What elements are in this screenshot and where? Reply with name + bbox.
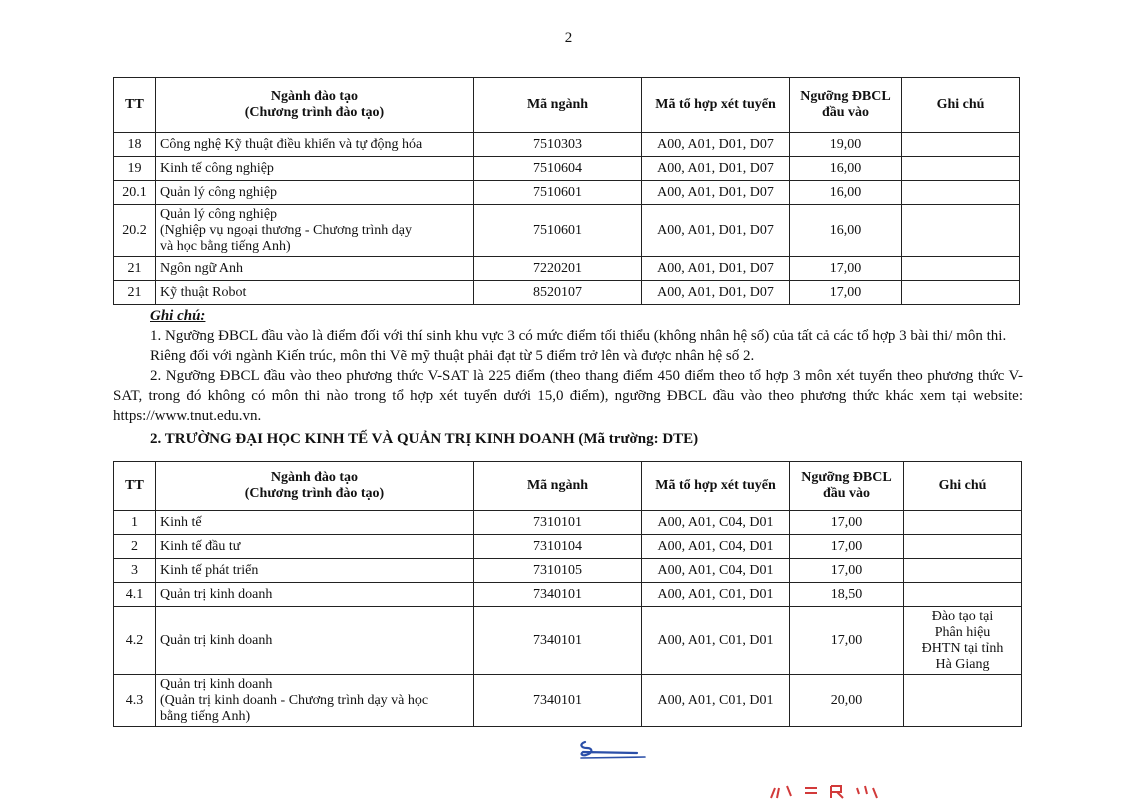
- header-nganh: [156, 462, 474, 511]
- cell-tt: 3: [114, 559, 156, 583]
- cell-ghi-chu: [902, 281, 1020, 305]
- cell-ma-nganh: 7340101: [474, 607, 642, 675]
- cell-tt: 4.2: [114, 607, 156, 675]
- header-to-hop: Mã tổ hợp xét tuyển: [642, 78, 790, 133]
- header-tt: TT: [114, 78, 156, 133]
- signature-mark: [575, 736, 655, 764]
- cell-ma-nganh: 7310105: [474, 559, 642, 583]
- cell-nganh-line: Kinh tế công nghiệp: [160, 160, 274, 176]
- section-2-title: 2. TRƯỜNG ĐẠI HỌC KINH TẾ VÀ QUẢN TRỊ KINH DOANH (Mã trường: DTE): [150, 431, 699, 447]
- red-initials-mark: [765, 780, 905, 800]
- cell-to-hop: A00, A01, C04, D01: [642, 511, 790, 535]
- cell-nganh: [156, 133, 474, 157]
- header-tt: TT: [114, 462, 156, 511]
- cell-nganh: [156, 607, 474, 675]
- cell-to-hop: A00, A01, C04, D01: [642, 559, 790, 583]
- cell-nganh-line: Kỹ thuật Robot: [160, 284, 247, 300]
- cell-ghi-chu: [902, 181, 1020, 205]
- cell-ghi-chu: [904, 559, 1022, 583]
- cell-to-hop: A00, A01, C04, D01: [642, 535, 790, 559]
- table-row: [114, 133, 1020, 157]
- cell-nguong: 17,00: [790, 559, 904, 583]
- cell-ghi-chu: [902, 257, 1020, 281]
- cell-nganh-line: Quản lý công nghiệp: [160, 184, 278, 200]
- cell-tt: 21: [114, 257, 156, 281]
- note-2: 2. Ngưỡng ĐBCL đầu vào theo phương thức V-SAT là 225 điểm (theo thang điểm 450 điểm theo tổ hợp 3 môn xét tuyển theo phương thức V-SAT, trong đó không có môn thi nào trong tổ hợp xét tuyển dưới 15,0 điểm), ngưỡng ĐBCL đầu vào theo phương thức khác xem tại website: https://www.tnut.edu.vn.: [113, 368, 1023, 424]
- header-ghi-chu: Ghi chú: [904, 462, 1022, 511]
- cell-nganh: [156, 205, 474, 257]
- cell-nguong: 16,00: [790, 205, 902, 257]
- page-number: 2: [564, 30, 573, 46]
- cell-tt: 1: [114, 511, 156, 535]
- cell-nganh-line: Kinh tế: [160, 514, 202, 530]
- table-row: [114, 205, 1020, 257]
- cell-ghi-chu: [904, 675, 1022, 727]
- cell-nguong: 17,00: [790, 257, 902, 281]
- table-row: [114, 281, 1020, 305]
- cell-to-hop: A00, A01, D01, D07: [642, 281, 790, 305]
- table-row: [114, 583, 1022, 607]
- cell-ghi-chu: [904, 607, 1022, 675]
- cell-nganh-line: và học bằng tiếng Anh): [160, 238, 291, 254]
- table-row: [114, 559, 1022, 583]
- header-to-hop: Mã tổ hợp xét tuyển: [642, 462, 790, 511]
- cell-nganh: [156, 559, 474, 583]
- header-ghi-chu: Ghi chú: [902, 78, 1020, 133]
- header-nguong: [790, 78, 902, 133]
- header-nganh: [156, 78, 474, 133]
- cell-ghi-chu-line: Hà Giang: [935, 656, 990, 672]
- header-nguong: [790, 462, 904, 511]
- cell-ma-nganh: 7340101: [474, 675, 642, 727]
- cell-nganh-line: (Nghiệp vụ ngoại thương - Chương trình dạy: [160, 222, 413, 238]
- cell-ghi-chu: [904, 511, 1022, 535]
- cell-ghi-chu-line: ĐHTN tại tỉnh: [921, 640, 1004, 656]
- cell-ghi-chu: [902, 133, 1020, 157]
- header-nguong-title: Ngưỡng ĐBCL: [801, 470, 892, 485]
- cell-to-hop: A00, A01, C01, D01: [642, 607, 790, 675]
- table-row: [114, 257, 1020, 281]
- cell-tt: 4.3: [114, 675, 156, 727]
- table-row: [114, 181, 1020, 205]
- cell-ghi-chu: [902, 205, 1020, 257]
- cell-to-hop: A00, A01, D01, D07: [642, 205, 790, 257]
- cell-nganh: [156, 157, 474, 181]
- cell-nganh: [156, 181, 474, 205]
- cell-to-hop: A00, A01, D01, D07: [642, 133, 790, 157]
- cell-to-hop: A00, A01, D01, D07: [642, 157, 790, 181]
- cell-nganh-line: Ngôn ngữ Anh: [160, 260, 244, 276]
- cell-nguong: 20,00: [790, 675, 904, 727]
- table-row: [114, 607, 1022, 675]
- header-nguong-subtitle: đầu vào: [821, 105, 870, 120]
- header-nganh-subtitle: (Chương trình đào tạo): [244, 105, 385, 120]
- cell-ma-nganh: 7510303: [474, 133, 642, 157]
- cell-tt: 19: [114, 157, 156, 181]
- cell-nganh: [156, 535, 474, 559]
- cell-nguong: 17,00: [790, 511, 904, 535]
- cell-ghi-chu: [902, 157, 1020, 181]
- table-row: [114, 675, 1022, 727]
- header-nganh-title: Ngành đào tạo: [270, 89, 359, 104]
- cell-nganh-line: Công nghệ Kỹ thuật điều khiển và tự động hóa: [160, 136, 423, 152]
- cell-to-hop: A00, A01, D01, D07: [642, 257, 790, 281]
- cell-tt: 20.1: [114, 181, 156, 205]
- table-header-row: [114, 78, 1020, 133]
- cell-tt: 2: [114, 535, 156, 559]
- cell-nguong: 17,00: [790, 607, 904, 675]
- cell-nguong: 17,00: [790, 535, 904, 559]
- admission-table-1: [113, 77, 1020, 305]
- cell-ma-nganh: 7310101: [474, 511, 642, 535]
- cell-ma-nganh: 7220201: [474, 257, 642, 281]
- cell-nganh-line: bằng tiếng Anh): [160, 708, 251, 724]
- table-row: [114, 511, 1022, 535]
- cell-ghi-chu-line: Đào tạo tại: [931, 608, 994, 624]
- cell-nganh: [156, 257, 474, 281]
- cell-ma-nganh: 7340101: [474, 583, 642, 607]
- cell-tt: 20.2: [114, 205, 156, 257]
- cell-ma-nganh: 7510601: [474, 205, 642, 257]
- cell-ma-nganh: 7310104: [474, 535, 642, 559]
- cell-nganh-line: Quản trị kinh doanh: [160, 586, 273, 602]
- table-row: [114, 535, 1022, 559]
- cell-nganh: [156, 675, 474, 727]
- cell-ghi-chu: [904, 583, 1022, 607]
- cell-nguong: 16,00: [790, 157, 902, 181]
- admission-table-2: [113, 461, 1022, 727]
- cell-nganh-line: (Quản trị kinh doanh - Chương trình dạy và học: [160, 692, 429, 708]
- cell-nguong: 16,00: [790, 181, 902, 205]
- cell-nganh: [156, 511, 474, 535]
- cell-nganh: [156, 583, 474, 607]
- cell-nganh-line: Quản trị kinh doanh: [160, 632, 273, 648]
- header-nganh-title: Ngành đào tạo: [270, 470, 359, 485]
- cell-nguong: 17,00: [790, 281, 902, 305]
- cell-ghi-chu-line: Phân hiệu: [934, 624, 991, 640]
- cell-to-hop: A00, A01, D01, D07: [642, 181, 790, 205]
- header-ma-nganh: Mã ngành: [474, 78, 642, 133]
- cell-nganh-line: Kinh tế đầu tư: [160, 538, 241, 554]
- notes-section: [113, 306, 1023, 426]
- cell-ma-nganh: 7510604: [474, 157, 642, 181]
- cell-ma-nganh: 8520107: [474, 281, 642, 305]
- cell-nguong: 19,00: [790, 133, 902, 157]
- cell-nganh-line: Quản lý công nghiệp: [160, 206, 278, 222]
- header-nguong-subtitle: đầu vào: [822, 486, 871, 501]
- cell-nguong: 18,50: [790, 583, 904, 607]
- cell-ghi-chu: [904, 535, 1022, 559]
- note-1a: 1. Ngưỡng ĐBCL đầu vào là điểm đối với thí sinh khu vực 3 có mức điểm tối thiểu (không nhân hệ số) của tất cả các tổ hợp 3 bài thi/ môn thi.: [150, 328, 1007, 344]
- table-header-row: [114, 462, 1022, 511]
- note-1b: Riêng đối với ngành Kiến trúc, môn thi Vẽ mỹ thuật phải đạt từ 5 điểm trở lên và được nhân hệ số 2.: [150, 348, 755, 364]
- cell-to-hop: A00, A01, C01, D01: [642, 583, 790, 607]
- cell-tt: 21: [114, 281, 156, 305]
- cell-tt: 4.1: [114, 583, 156, 607]
- cell-to-hop: A00, A01, C01, D01: [642, 675, 790, 727]
- cell-nganh-line: Kinh tế phát triển: [160, 562, 259, 578]
- cell-ma-nganh: 7510601: [474, 181, 642, 205]
- header-ma-nganh: Mã ngành: [474, 462, 642, 511]
- cell-nganh: [156, 281, 474, 305]
- cell-nganh-line: Quản trị kinh doanh: [160, 676, 273, 692]
- header-nguong-title: Ngưỡng ĐBCL: [800, 89, 891, 104]
- header-nganh-subtitle: (Chương trình đào tạo): [244, 486, 385, 501]
- notes-title: Ghi chú:: [150, 308, 206, 324]
- table-row: [114, 157, 1020, 181]
- cell-tt: 18: [114, 133, 156, 157]
